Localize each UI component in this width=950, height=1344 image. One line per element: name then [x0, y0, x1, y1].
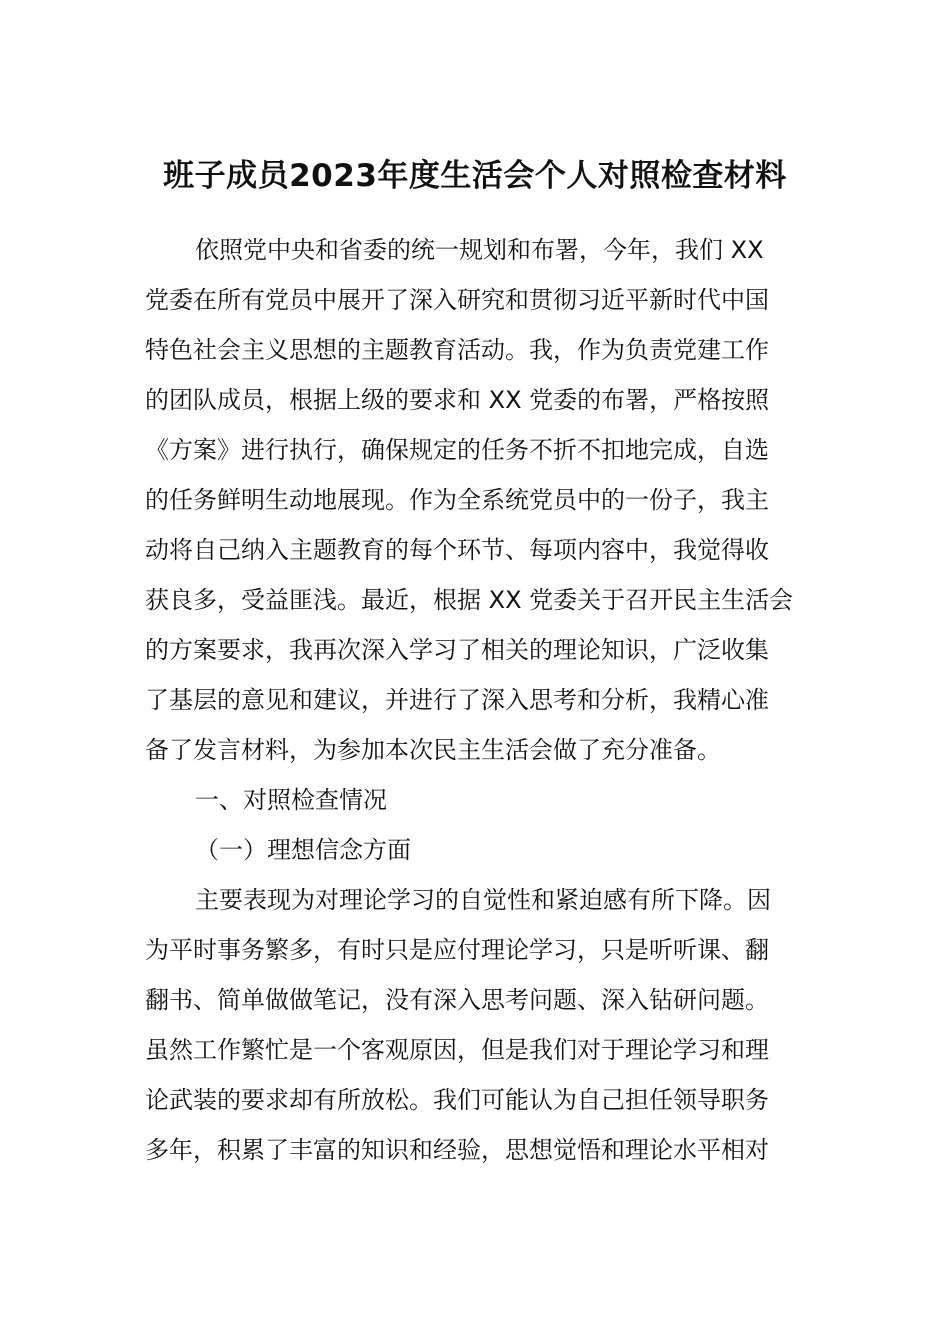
paragraph-line: 的团队成员，根据上级的要求和 XX 党委的布署，严格按照 — [145, 386, 770, 414]
paragraph-line: 的任务鲜明生动地展现。作为全系统党员中的一份子，我主 — [145, 486, 769, 514]
paragraph-line: 翻书、简单做做笔记，没有深入思考问题、深入钻研问题。 — [145, 986, 769, 1014]
paragraph-line: 特色社会主义思想的主题教育活动。我，作为负责党建工作 — [145, 336, 769, 364]
paragraph-line: 了基层的意见和建议，并进行了深入思考和分析，我精心准 — [145, 686, 769, 714]
paragraph-line: 的方案要求，我再次深入学习了相关的理论知识，广泛收集 — [145, 636, 769, 664]
paragraph-line: 为平时事务繁多，有时只是应付理论学习，只是听听课、翻 — [145, 936, 769, 964]
paragraph-line: 论武装的要求却有所放松。我们可能认为自己担任领导职务 — [145, 1086, 769, 1114]
paragraph-line: 多年，积累了丰富的知识和经验，思想觉悟和理论水平相对 — [145, 1136, 769, 1164]
paragraph-line: 主要表现为对理论学习的自觉性和紧迫感有所下降。因 — [195, 886, 771, 914]
subsection-heading: （一）理想信念方面 — [195, 836, 411, 864]
section-heading: 一、对照检查情况 — [195, 786, 387, 814]
paragraph-line: 动将自己纳入主题教育的每个环节、每项内容中，我觉得收 — [145, 536, 769, 564]
paragraph-line: 获良多，受益匪浅。最近，根据 XX 党委关于召开民主生活会 — [145, 586, 794, 614]
paragraph-line: 虽然工作繁忙是一个客观原因，但是我们对于理论学习和理 — [145, 1036, 769, 1064]
paragraph-line: 《方案》进行执行，确保规定的任务不折不扣地完成，自选 — [145, 436, 769, 464]
paragraph-line: 依照党中央和省委的统一规划和布署，今年，我们 XX — [195, 236, 764, 264]
document-title: 班子成员2023年度生活会个人对照检查材料 — [163, 158, 787, 194]
document-body — [145, 225, 810, 1175]
paragraph-line: 备了发言材料，为参加本次民主生活会做了充分准备。 — [145, 736, 721, 764]
paragraph-line: 党委在所有党员中展开了深入研究和贯彻习近平新时代中国 — [145, 286, 769, 314]
